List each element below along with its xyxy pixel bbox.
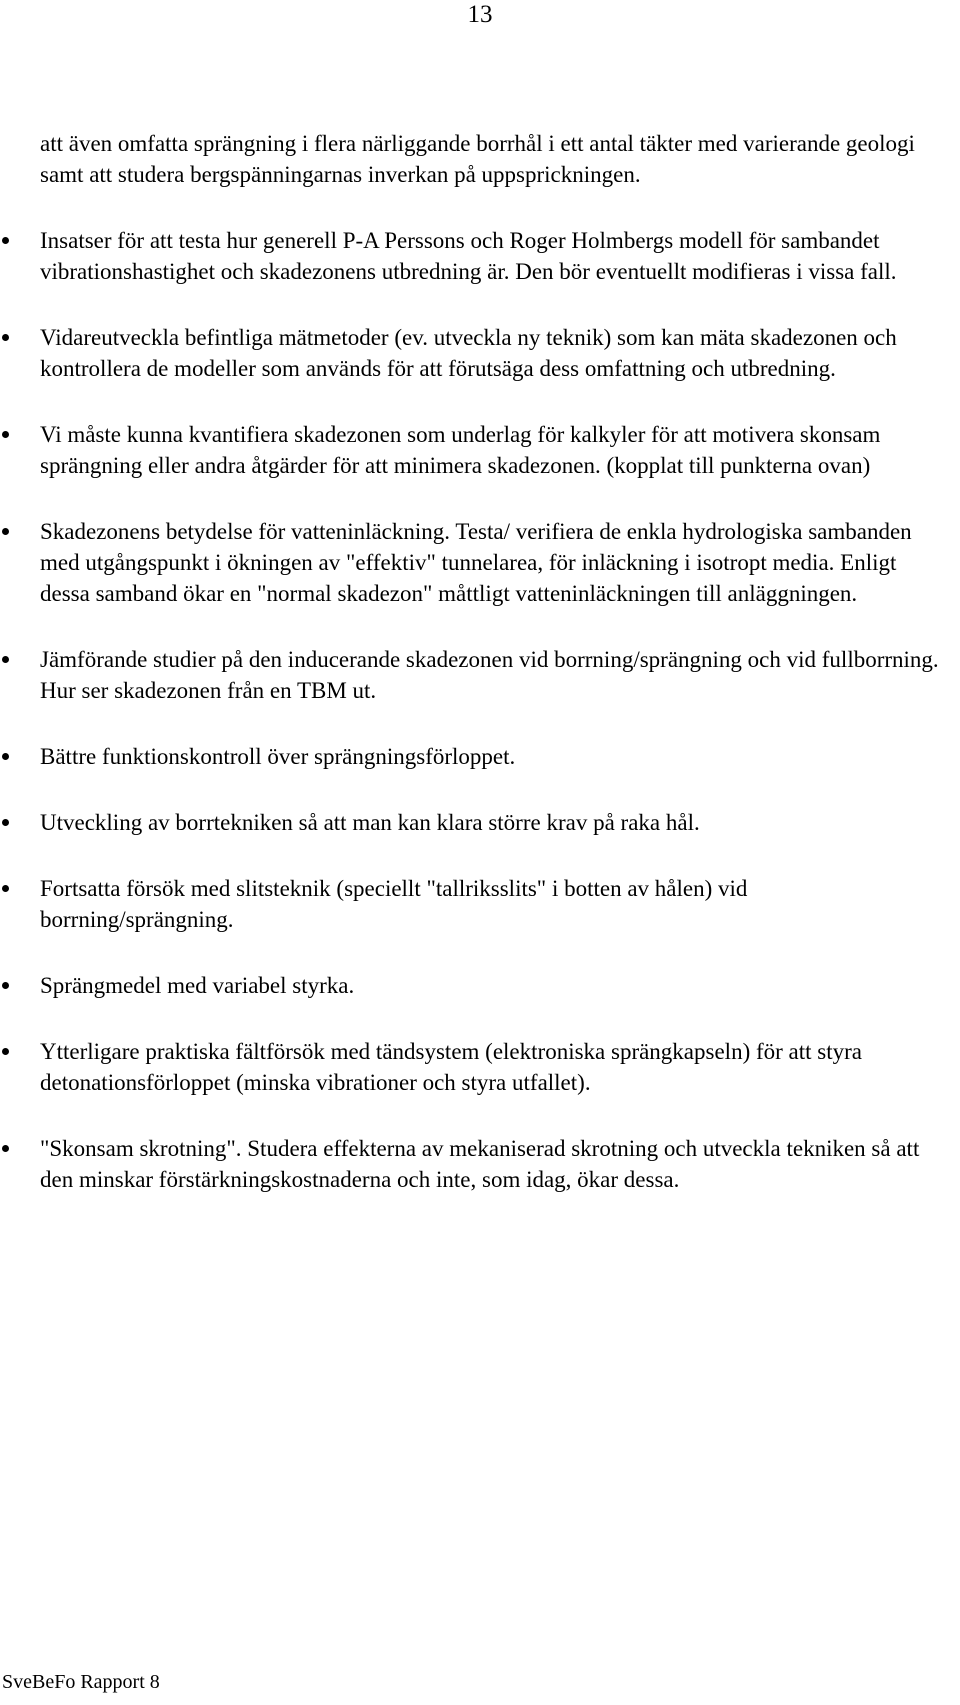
list-item [40, 1133, 945, 1195]
bullet-icon [2, 753, 9, 760]
bullet-icon [2, 528, 9, 535]
list-item [40, 225, 945, 287]
bullet-icon [2, 982, 9, 989]
list-item [40, 419, 945, 481]
list-item-text: Fortsatta försök med slitsteknik (speciellt "tallriksslits" i botten av hålen) vid borrning/sprängning. [40, 876, 748, 932]
list-item [40, 644, 945, 706]
bullet-icon [2, 334, 9, 341]
bullet-icon [2, 1145, 9, 1152]
bullet-icon [2, 656, 9, 663]
list-item [40, 1036, 945, 1098]
list-item-text: Skadezonens betydelse för vatteninläckning. Testa/ verifiera de enkla hydrologiska sambanden med utgångspunkt i ökningen av "effektiv" tunnelarea, för inläckning i isotropt media. Enligt dessa samband ökar en "normal skadezon" måttligt vatteninläckningen till anläggningen. [40, 519, 912, 606]
document-body [40, 128, 945, 1230]
list-item-text: Bättre funktionskontroll över sprängningsförloppet. [40, 744, 516, 769]
list-item [40, 807, 945, 838]
bullet-icon [2, 431, 9, 438]
list-item-text: Insatser för att testa hur generell P-A Perssons och Roger Holmbergs modell för sambandet vibrationshastighet och skadezonens utbredning är. Den bör eventuellt modifieras i vissa fall. [40, 228, 897, 284]
bullet-list [40, 225, 945, 1195]
list-item-text: Sprängmedel med variabel styrka. [40, 973, 355, 998]
bullet-icon [2, 819, 9, 826]
list-item [40, 970, 945, 1001]
list-item-text: Ytterligare praktiska fältförsök med tändsystem (elektroniska sprängkapseln) för att styra detonationsförloppet (minska vibrationer och styra utfallet). [40, 1039, 862, 1095]
list-item [40, 322, 945, 384]
bullet-icon [2, 885, 9, 892]
list-item-text: Vidareutveckla befintliga mätmetoder (ev. utveckla ny teknik) som kan mäta skadezonen och kontrollera de modeller som används för att förutsäga dess omfattning och utbredning. [40, 325, 897, 381]
list-item-text: Vi måste kunna kvantifiera skadezonen som underlag för kalkyler för att motivera skonsam sprängning eller andra åtgärder för att minimera skadezonen. (kopplat till punkterna ovan) [40, 422, 881, 478]
list-item [40, 741, 945, 772]
bullet-icon [2, 1048, 9, 1055]
page-number: 13 [467, 1, 493, 28]
footer-report-label: SveBeFo Rapport 8 [2, 1671, 160, 1693]
list-item [40, 873, 945, 935]
intro-paragraph: att även omfatta sprängning i flera närliggande borrhål i ett antal täkter med varierande geologi samt att studera bergspänningarnas inverkan på uppsprickningen. [40, 131, 915, 187]
list-item-text: Utveckling av borrtekniken så att man kan klara större krav på raka hål. [40, 810, 700, 835]
list-item-text: "Skonsam skrotning". Studera effekterna av mekaniserad skrotning och utveckla tekniken så att den minskar förstärkningskostnaderna och inte, som idag, ökar dessa. [40, 1136, 920, 1192]
list-item [40, 516, 945, 609]
list-item-text: Jämförande studier på den inducerande skadezonen vid borrning/sprängning och vid fullborrning. Hur ser skadezonen från en TBM ut. [40, 647, 939, 703]
bullet-icon [2, 237, 9, 244]
